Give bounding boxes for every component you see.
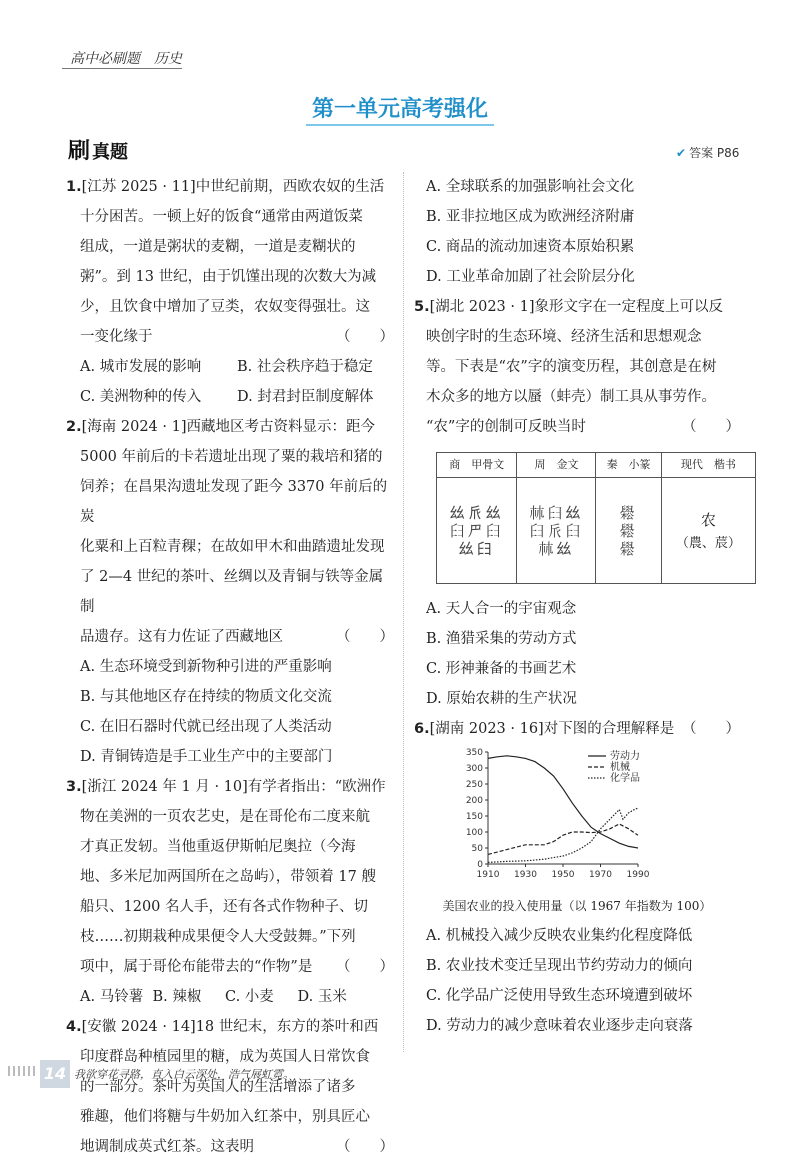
bronze-glyphs: 𣏟𦥑𢆶 𦥑𠂢𦥑 𣏟𢆶 bbox=[517, 478, 596, 584]
x-tick-label: 1950 bbox=[551, 870, 575, 880]
q3-line: 才真正发轫。当他重返伊斯帕尼奥拉（今海 bbox=[80, 839, 356, 855]
option-b: B. 辣椒 bbox=[152, 989, 202, 1005]
legend-label: 劳动力 bbox=[610, 751, 640, 762]
question-4 bbox=[66, 1012, 394, 1162]
q3-number: 3. bbox=[66, 779, 82, 795]
q5-line: 木众多的地方以蜃（蚌壳）制工具从事劳作。 bbox=[426, 389, 716, 405]
option-a: A. 生态环境受到新物种引进的严重影响 bbox=[80, 659, 332, 675]
left-column bbox=[66, 172, 394, 1162]
y-tick-label: 150 bbox=[465, 812, 483, 822]
q2-line: [海南 2024 · 1]西藏地区考古资料显示：距今 bbox=[81, 419, 375, 435]
q1-line: 十分困苦。一顿上好的饭食“通常由两道饭菜 bbox=[80, 209, 363, 225]
modern-char: 农 bbox=[700, 510, 716, 529]
y-tick-label: 50 bbox=[471, 844, 483, 854]
question-5 bbox=[414, 292, 740, 714]
legend-label: 机械 bbox=[610, 762, 630, 773]
option-a: A. 机械投入减少反映农业集约化程度降低 bbox=[426, 928, 693, 944]
q5-line: 映创字时的生态环境、经济生活和思想观念 bbox=[426, 329, 702, 345]
y-tick-label: 350 bbox=[465, 748, 483, 758]
page-number: 14 bbox=[40, 1060, 70, 1088]
question-1 bbox=[66, 172, 394, 412]
option-a: A. 城市发展的影响 bbox=[80, 359, 202, 375]
q2-line: 了 2—4 世纪的茶叶、丝绸以及青铜与铁等金属制 bbox=[80, 569, 384, 615]
y-tick-label: 200 bbox=[465, 796, 483, 806]
q1-line: 少，且饮食中增加了豆类，农奴变得强壮。这 bbox=[80, 299, 370, 315]
option-d: D. 劳动力的减少意味着农业逐步走向衰落 bbox=[426, 1018, 693, 1034]
table-header: 秦 小篆 bbox=[596, 453, 661, 478]
q3-line: [浙江 2024 年 1 月 · 10]有学者指出：“欧洲作 bbox=[81, 779, 386, 795]
answer-bracket: （ ） bbox=[336, 1139, 394, 1155]
x-tick-label: 1930 bbox=[514, 870, 537, 880]
table-header: 商 甲骨文 bbox=[437, 453, 517, 478]
option-d: D. 工业革命加剧了社会阶层分化 bbox=[426, 269, 635, 285]
option-a: A. 全球联系的加强影响社会文化 bbox=[426, 179, 635, 195]
modern-variants: （農、莀） bbox=[675, 535, 741, 551]
answer-bracket: （ ） bbox=[682, 419, 740, 435]
table-header: 周 金文 bbox=[517, 453, 596, 478]
unit-title bbox=[0, 92, 800, 123]
q4-stem-end: 地调制成英式红茶。这表明 bbox=[80, 1139, 254, 1155]
y-tick-label: 100 bbox=[465, 828, 483, 838]
q4-number: 4. bbox=[66, 1019, 82, 1035]
q5-stem-end: “农”字的创制可反映当时 bbox=[426, 419, 586, 435]
q3-line: 物在美洲的一页农艺史，是在哥伦布二度来航 bbox=[80, 809, 370, 825]
option-c: C. 在旧石器时代就已经出现了人类活动 bbox=[80, 719, 332, 735]
right-column bbox=[414, 172, 740, 1041]
q4-line: 印度群岛种植园里的糖，成为英国人日常饮食 bbox=[80, 1049, 370, 1065]
chart-container bbox=[414, 744, 740, 895]
q2-line: 5000 年前后的卡若遗址出现了粟的栽培和猪的 bbox=[80, 449, 383, 465]
legend-label: 化学品 bbox=[610, 773, 640, 784]
option-c: C. 美洲物种的传入 bbox=[80, 389, 202, 405]
modern-regular-script bbox=[661, 478, 755, 584]
q5-number: 5. bbox=[414, 299, 430, 315]
section-icon-char: 刷 bbox=[68, 139, 91, 164]
q1-line: 组成，一道是粥状的麦糊，一道是麦糊状的 bbox=[80, 239, 356, 255]
q1-line: 粥”。到 13 世纪，由于饥馑出现的次数大为减 bbox=[80, 269, 377, 285]
chart-caption: 美国农业的投入使用量（以 1967 年指数为 100） bbox=[442, 899, 712, 913]
seal-script-glyphs: 𦦵 𦦵 𦦵 bbox=[596, 478, 661, 584]
column-divider bbox=[403, 172, 404, 1052]
option-a: A. 天人合一的宇宙观念 bbox=[426, 601, 577, 617]
option-b: B. 与其他地区存在持续的物质文化交流 bbox=[80, 689, 332, 705]
footer-dots bbox=[8, 1066, 36, 1076]
q5-line: 等。下表是“农”字的演变历程，其创意是在树 bbox=[426, 359, 717, 375]
q3-line: 船只、1200 名人手，还有各式作物种子、切 bbox=[80, 899, 369, 915]
option-a: A. 马铃薯 bbox=[80, 989, 144, 1005]
q4-line: 的一部分。茶叶为英国人的生活增添了诸多 bbox=[80, 1079, 356, 1095]
q6-stem: [湖南 2023 · 16]对下图的合理解释是 bbox=[429, 721, 675, 737]
option-b: B. 农业技术变迁呈现出节约劳动力的倾向 bbox=[426, 958, 693, 974]
question-2 bbox=[66, 412, 394, 772]
option-d: D. 玉米 bbox=[297, 989, 347, 1005]
table-header: 现代 楷书 bbox=[661, 453, 755, 478]
option-b: B. 渔猎采集的劳动方式 bbox=[426, 631, 577, 647]
option-d: D. 青铜铸造是手工业生产中的主要部门 bbox=[80, 749, 333, 765]
q3-line: 枝……初期栽种成果便令人大受鼓舞。”下列 bbox=[80, 929, 356, 945]
q1-line: [江苏 2025 · 11]中世纪前期，西欧农奴的生活 bbox=[81, 179, 385, 195]
option-b: B. 社会秩序趋于稳定 bbox=[237, 359, 373, 375]
q4-line: 雅趣，他们将糖与牛奶加入红茶中，别具匠心 bbox=[80, 1109, 370, 1125]
q3-line: 地、多米尼加两国所在之岛屿），带领着 17 艘 bbox=[80, 869, 376, 885]
oracle-bone-glyphs: 𢆶𠂢𢆶 𦥑𠃜𦥑 𢆶𦥑 bbox=[437, 478, 517, 584]
q6-number: 6. bbox=[414, 721, 430, 737]
series-line-1 bbox=[488, 824, 638, 854]
q1-number: 1. bbox=[66, 179, 82, 195]
question-6 bbox=[414, 714, 740, 1041]
option-d: D. 原始农耕的生产状况 bbox=[426, 691, 577, 707]
q2-stem-end: 品遗存。这有力佐证了西藏地区 bbox=[80, 629, 283, 645]
q1-stem-end: 一变化缘于 bbox=[80, 329, 153, 345]
check-icon: ✔ bbox=[676, 146, 687, 160]
answer-reference bbox=[676, 144, 739, 161]
section-badge bbox=[68, 134, 128, 165]
q4-line: [安徽 2024 · 14]18 世纪末，东方的茶叶和西 bbox=[81, 1019, 379, 1035]
question-3 bbox=[66, 772, 394, 1012]
q5-line: [湖北 2023 · 1]象形文字在一定程度上可以反 bbox=[429, 299, 723, 315]
unit-title-text: 第一单元高考强化 bbox=[306, 97, 494, 126]
answer-bracket: （ ） bbox=[336, 629, 394, 645]
header-series: 高中必刷题 历史 bbox=[70, 51, 182, 67]
q2-number: 2. bbox=[66, 419, 82, 435]
q2-line: 饲养；在昌果沟遗址发现了距今 3370 年前后的炭 bbox=[80, 479, 388, 525]
option-d: D. 封君封臣制度解体 bbox=[237, 389, 374, 405]
character-evolution-table bbox=[436, 452, 756, 584]
line-chart bbox=[454, 744, 704, 884]
option-b: B. 亚非拉地区成为欧洲经济附庸 bbox=[426, 209, 635, 225]
answer-bracket: （ ） bbox=[682, 721, 740, 737]
y-tick-label: 250 bbox=[465, 780, 483, 790]
option-c: C. 小麦 bbox=[225, 989, 274, 1005]
section-label: 真题 bbox=[92, 142, 129, 163]
answer-bracket: （ ） bbox=[336, 329, 394, 345]
x-tick-label: 1990 bbox=[626, 870, 650, 880]
y-tick-label: 0 bbox=[477, 860, 483, 870]
option-c: C. 化学品广泛使用导致生态环境遭到破坏 bbox=[426, 988, 693, 1004]
option-c: C. 形神兼备的书画艺术 bbox=[426, 661, 577, 677]
q3-stem-end: 项中，属于哥伦布能带去的“作物”是 bbox=[80, 959, 313, 975]
q2-line: 化粟和上百粒青稞；在故如甲木和曲踏遗址发现 bbox=[80, 539, 385, 555]
answer-ref-label: 答案 P86 bbox=[689, 146, 740, 160]
answer-bracket: （ ） bbox=[336, 959, 394, 975]
footer-motto: 我欲穿花寻路，直入白云深处，浩气展虹霓。 bbox=[74, 1068, 294, 1081]
y-tick-label: 300 bbox=[465, 764, 483, 774]
x-tick-label: 1910 bbox=[476, 870, 500, 880]
x-tick-label: 1970 bbox=[589, 870, 612, 880]
header-divider bbox=[62, 68, 182, 69]
option-c: C. 商品的流动加速资本原始积累 bbox=[426, 239, 635, 255]
